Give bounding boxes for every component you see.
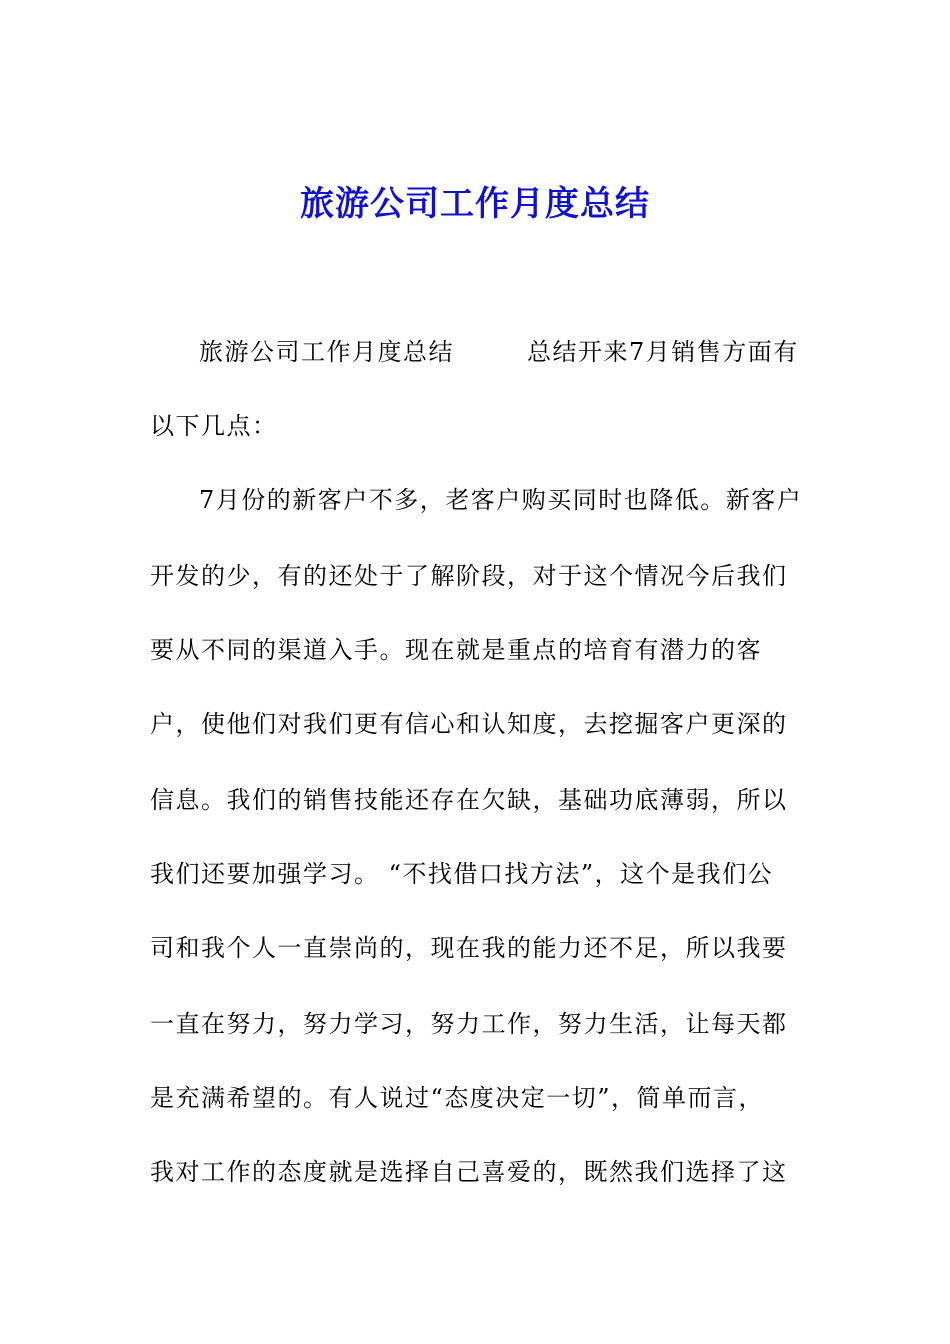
document-title: 旅游公司工作月度总结: [300, 184, 650, 224]
paragraph-line: 以下几点：: [150, 412, 278, 440]
paragraph-line: 一直在努力，努力学习，努力工作，努力生活，让每天都: [150, 1010, 788, 1038]
paragraph-line: 旅游公司工作月度总结 总结开来7月销售方面有: [199, 338, 799, 366]
paragraph-line: 户，使他们对我们更有信心和认知度，去挖掘客户更深的: [150, 710, 788, 738]
paragraph-line: 司和我个人一直崇尚的，现在我的能力还不足，所以我要: [150, 934, 788, 962]
paragraph-line: 开发的少，有的还处于了解阶段，对于这个情况今后我们: [150, 562, 788, 590]
paragraph-line: 是充满希望的。有人说过“态度决定一切”，简单而言，: [150, 1084, 765, 1112]
paragraph-line: 要从不同的渠道入手。现在就是重点的培育有潜力的客: [150, 636, 762, 664]
paragraph-line: 7月份的新客户不多，老客户购买同时也降低。新客户: [199, 486, 803, 514]
paragraph-line: 信息。我们的销售技能还存在欠缺，基础功底薄弱，所以: [150, 786, 788, 814]
paragraph-line: 我对工作的态度就是选择自己喜爱的，既然我们选择了这: [150, 1158, 788, 1186]
paragraph-line: 我们还要加强学习。 “不找借口找方法”，这个是我们公: [150, 860, 774, 888]
